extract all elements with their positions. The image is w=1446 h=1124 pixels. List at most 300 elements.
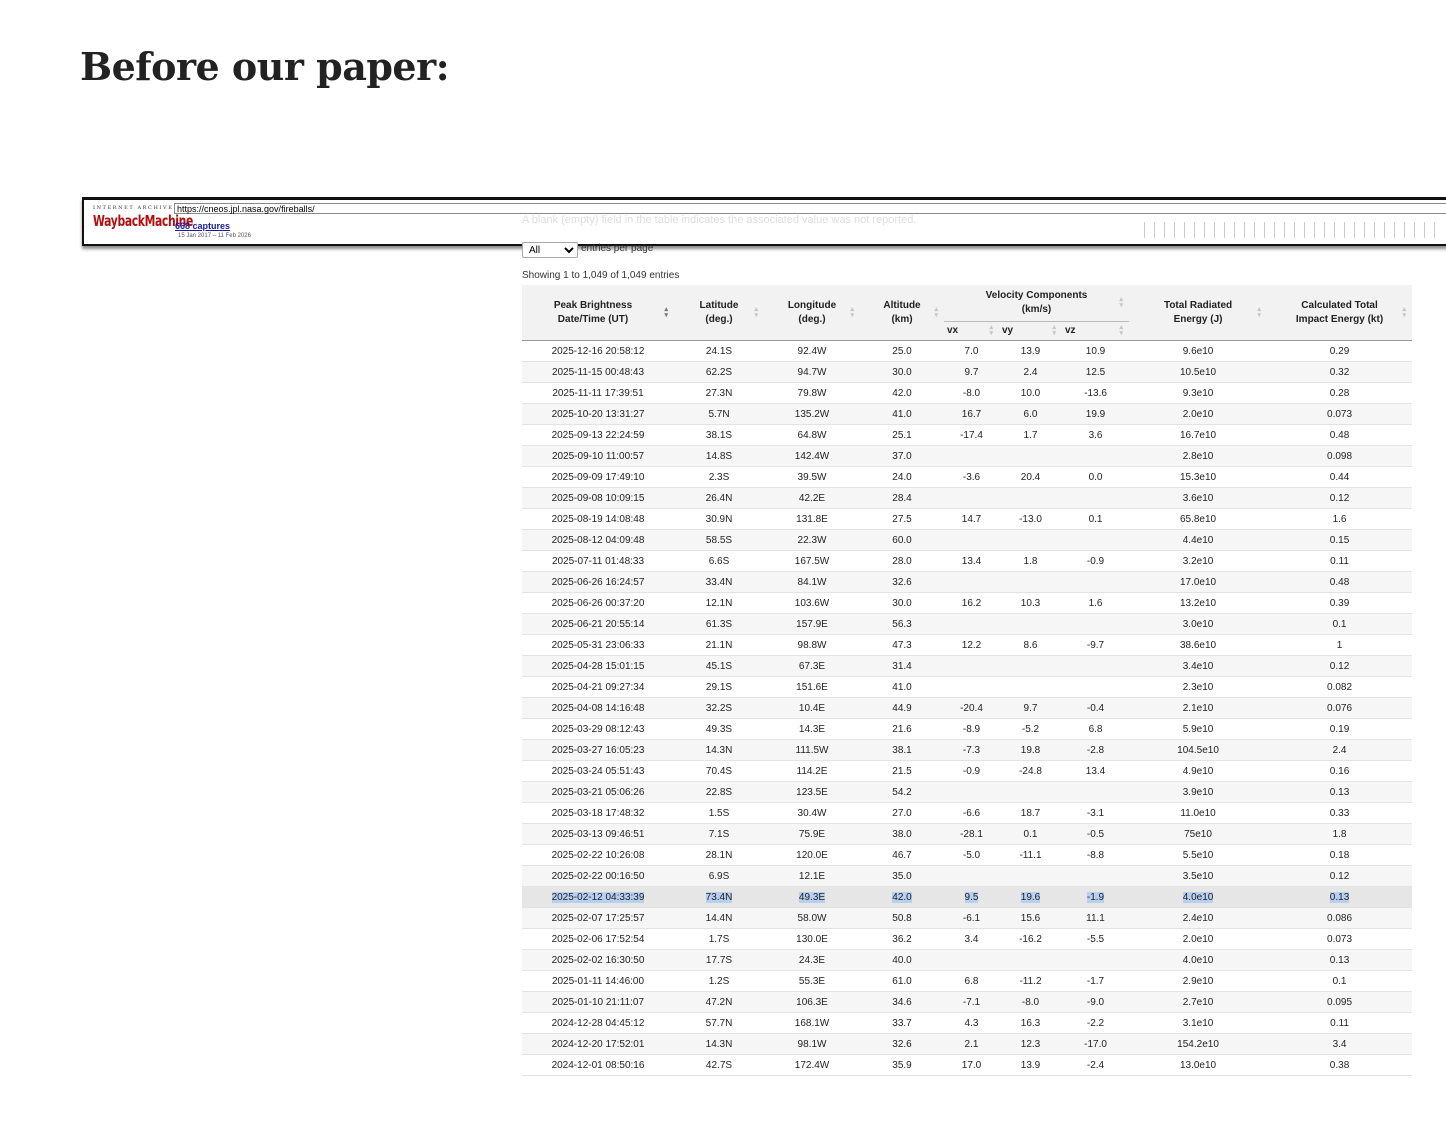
- cell-value: 1.8: [1332, 828, 1347, 840]
- cell-value: 61.3S: [705, 618, 733, 630]
- cell-impact-energy: [1267, 572, 1412, 593]
- cell-vx: [944, 971, 999, 992]
- cell-latitude: [674, 803, 764, 824]
- cell-value: 120.0E: [796, 849, 828, 861]
- cell-vy: [999, 530, 1062, 551]
- cell-value: 0.18: [1329, 849, 1350, 861]
- cell-value: -2.4: [1086, 1059, 1105, 1071]
- cell-value: 2025-02-06 17:52:54: [551, 933, 645, 945]
- cell-radiated-energy: [1129, 845, 1267, 866]
- table-row[interactable]: [522, 656, 1412, 677]
- cell-value: 94.7W: [797, 366, 827, 378]
- cell-longitude: [764, 341, 860, 362]
- table-row[interactable]: [522, 425, 1412, 446]
- cell-value: -17.4: [960, 429, 983, 441]
- cell-vz: [1062, 1055, 1129, 1076]
- cell-radiated-energy: [1129, 383, 1267, 404]
- cell-altitude: [860, 1034, 944, 1055]
- cell-value: 3.4: [1332, 1038, 1347, 1050]
- cell-vx: [944, 929, 999, 950]
- cell-value: 2.1e10: [1182, 702, 1214, 714]
- cell-datetime: [522, 362, 674, 383]
- cell-value: 9.3e10: [1182, 387, 1214, 399]
- cell-value: 62.2S: [705, 366, 733, 378]
- cell-value: -8.9: [962, 723, 981, 735]
- cell-impact-energy: [1267, 908, 1412, 929]
- cell-value: 33.7: [892, 1017, 912, 1029]
- cell-altitude: [860, 530, 944, 551]
- cell-value: 10.3: [1020, 597, 1041, 609]
- cell-value: -8.0: [1021, 996, 1040, 1008]
- cell-impact-energy: [1267, 866, 1412, 887]
- cell-value: 46.7: [892, 849, 912, 861]
- cell-value: 0.32: [1329, 366, 1350, 378]
- cell-value: 2025-06-26 00:37:20: [551, 597, 645, 609]
- cell-value: 31.4: [892, 660, 912, 672]
- cell-datetime: [522, 950, 674, 971]
- cell-datetime: [522, 383, 674, 404]
- cell-value: 18.7: [1020, 807, 1041, 819]
- cell-value: 35.9: [892, 1059, 912, 1071]
- cell-longitude: [764, 887, 860, 908]
- cell-longitude: [764, 404, 860, 425]
- cell-altitude: [860, 341, 944, 362]
- cell-value: -8.0: [962, 387, 981, 399]
- cell-radiated-energy: [1129, 341, 1267, 362]
- cell-value: -2.2: [1086, 1017, 1105, 1029]
- cell-altitude: [860, 992, 944, 1013]
- cell-vx: [944, 740, 999, 761]
- cell-radiated-energy: [1129, 551, 1267, 572]
- cell-value: 2.0e10: [1182, 933, 1214, 945]
- cell-vx: [944, 551, 999, 572]
- cell-altitude: [860, 824, 944, 845]
- page-title: Before our paper:: [80, 44, 450, 89]
- table-row[interactable]: [522, 698, 1412, 719]
- cell-longitude: [764, 698, 860, 719]
- cell-datetime: [522, 887, 674, 908]
- cell-value: 6.8: [964, 975, 979, 987]
- table-row[interactable]: [522, 467, 1412, 488]
- cell-value: 2025-04-21 09:27:34: [551, 681, 645, 693]
- cell-radiated-energy: [1129, 488, 1267, 509]
- table-row[interactable]: [522, 803, 1412, 824]
- cell-radiated-energy: [1129, 929, 1267, 950]
- table-row[interactable]: [522, 404, 1412, 425]
- cell-vz: [1062, 908, 1129, 929]
- cell-vy: [999, 698, 1062, 719]
- cell-value: 0.1: [1332, 975, 1347, 987]
- table-row[interactable]: [522, 929, 1412, 950]
- table-row[interactable]: [522, 824, 1412, 845]
- cell-value: -3.1: [1086, 807, 1105, 819]
- cell-radiated-energy: [1129, 698, 1267, 719]
- capture-sparkline[interactable]: [1144, 222, 1435, 238]
- col-header-altitude[interactable]: Altitude (km) ▴ ▾: [860, 285, 944, 341]
- cell-radiated-energy: [1129, 467, 1267, 488]
- cell-value: 157.9E: [796, 618, 828, 630]
- cell-value: 2025-11-11 17:39:51: [552, 387, 644, 399]
- cell-vz: [1062, 698, 1129, 719]
- cell-datetime: [522, 740, 674, 761]
- cell-vz: [1062, 341, 1129, 362]
- cell-datetime: [522, 614, 674, 635]
- captures-link[interactable]: 668 captures: [175, 221, 231, 231]
- cell-value: 10.0: [1020, 387, 1041, 399]
- cell-value: 10.5e10: [1179, 366, 1217, 378]
- cell-value: 2025-05-31 23:06:33: [551, 639, 645, 651]
- cell-value: -5.0: [962, 849, 981, 861]
- cell-value: 2025-09-08 10:09:15: [551, 492, 645, 504]
- cell-value: 0.13: [1329, 891, 1350, 903]
- cell-value: -16.2: [1019, 933, 1042, 945]
- cell-value: 2025-03-27 16:05:23: [551, 744, 645, 756]
- cell-longitude: [764, 383, 860, 404]
- cell-value: 2.3e10: [1182, 681, 1214, 693]
- table-row[interactable]: [522, 866, 1412, 887]
- cell-vz: [1062, 551, 1129, 572]
- cell-vx: [944, 488, 999, 509]
- table-row[interactable]: [522, 845, 1412, 866]
- cell-vx: [944, 509, 999, 530]
- cell-vz: [1062, 362, 1129, 383]
- cell-radiated-energy: [1129, 992, 1267, 1013]
- table-row[interactable]: [522, 719, 1412, 740]
- table-row[interactable]: [522, 782, 1412, 803]
- cell-value: 4.4e10: [1182, 534, 1214, 546]
- cell-radiated-energy: [1129, 803, 1267, 824]
- cell-value: 2.4: [1332, 744, 1347, 756]
- cell-vx: [944, 677, 999, 698]
- cell-value: 111.5W: [795, 744, 829, 756]
- cell-vz: [1062, 509, 1129, 530]
- table-row[interactable]: [522, 614, 1412, 635]
- table-row[interactable]: [522, 740, 1412, 761]
- table-row[interactable]: [522, 362, 1412, 383]
- cell-latitude: [674, 1055, 764, 1076]
- cell-vx: [944, 908, 999, 929]
- cell-datetime: [522, 719, 674, 740]
- cell-vx: [944, 530, 999, 551]
- cell-vx: [944, 614, 999, 635]
- cell-latitude: [674, 341, 764, 362]
- cell-value: 0.11: [1330, 555, 1349, 567]
- cell-value: 1.6: [1332, 513, 1347, 525]
- cell-value: 3.4e10: [1182, 660, 1214, 672]
- table-row[interactable]: [522, 887, 1412, 908]
- cell-altitude: [860, 383, 944, 404]
- cell-impact-energy: [1267, 677, 1412, 698]
- cell-value: -20.4: [960, 702, 983, 714]
- cell-value: 3.2e10: [1182, 555, 1214, 567]
- cell-value: 135.2W: [794, 408, 830, 420]
- cell-altitude: [860, 446, 944, 467]
- cell-datetime: [522, 1034, 674, 1055]
- cell-impact-energy: [1267, 593, 1412, 614]
- cell-value: 24.3E: [798, 954, 826, 966]
- cell-value: -1.7: [1086, 975, 1105, 987]
- cell-value: 24.1S: [705, 345, 733, 357]
- cell-latitude: [674, 446, 764, 467]
- cell-impact-energy: [1267, 446, 1412, 467]
- cell-value: 49.3S: [705, 723, 733, 735]
- cell-value: 33.4N: [705, 576, 733, 588]
- cell-longitude: [764, 782, 860, 803]
- table-row[interactable]: [522, 572, 1412, 593]
- cell-vy: [999, 572, 1062, 593]
- table-row[interactable]: [522, 1055, 1412, 1076]
- cell-value: 28.0: [892, 555, 912, 567]
- cell-datetime: [522, 803, 674, 824]
- cell-vz: [1062, 593, 1129, 614]
- cell-value: 2025-01-11 14:46:00: [551, 975, 645, 987]
- table-row[interactable]: [522, 992, 1412, 1013]
- cell-value: 2025-02-22 00:16:50: [551, 870, 645, 882]
- cell-vx: [944, 719, 999, 740]
- cell-vy: [999, 803, 1062, 824]
- cell-vz: [1062, 824, 1129, 845]
- table-row[interactable]: [522, 950, 1412, 971]
- cell-latitude: [674, 866, 764, 887]
- table-row[interactable]: [522, 761, 1412, 782]
- cell-vx: [944, 467, 999, 488]
- fireball-table: [522, 285, 1412, 1076]
- cell-vz: [1062, 719, 1129, 740]
- cell-value: -1.9: [1086, 891, 1105, 903]
- entries-per-page-select[interactable]: [522, 242, 578, 258]
- cell-value: 10.9: [1085, 345, 1106, 357]
- wayback-machine-wordmark: WaybackMachine: [93, 212, 193, 230]
- cell-latitude: [674, 551, 764, 572]
- cell-value: -28.1: [960, 828, 983, 840]
- cell-datetime: [522, 488, 674, 509]
- cell-vx: [944, 383, 999, 404]
- cell-value: 42.0: [892, 891, 912, 903]
- cell-vy: [999, 1055, 1062, 1076]
- cell-vy: [999, 1013, 1062, 1034]
- cell-value: 4.3: [964, 1017, 979, 1029]
- cell-value: -7.1: [962, 996, 981, 1008]
- cell-altitude: [860, 635, 944, 656]
- cell-latitude: [674, 362, 764, 383]
- cell-value: 12.1N: [705, 597, 733, 609]
- cell-value: 0.19: [1329, 723, 1350, 735]
- cell-value: -0.4: [1086, 702, 1105, 714]
- cell-value: 21.5: [892, 765, 912, 777]
- cell-value: 123.5E: [796, 786, 828, 798]
- cell-vy: [999, 866, 1062, 887]
- cell-value: 16.7e10: [1179, 429, 1217, 441]
- cell-value: 167.5W: [794, 555, 830, 567]
- cell-altitude: [860, 845, 944, 866]
- cell-impact-energy: [1267, 341, 1412, 362]
- cell-datetime: [522, 866, 674, 887]
- cell-value: 13.2e10: [1179, 597, 1217, 609]
- cell-vy: [999, 929, 1062, 950]
- table-row[interactable]: [522, 635, 1412, 656]
- col-header-longitude[interactable]: Longitude (deg.) ▴ ▾: [764, 285, 860, 341]
- cell-impact-energy: [1267, 635, 1412, 656]
- col-header-latitude[interactable]: Latitude (deg.) ▴ ▾: [674, 285, 764, 341]
- cell-vx: [944, 1013, 999, 1034]
- wayback-url-input[interactable]: https://cneos.jpl.nasa.gov/fireballs/: [174, 203, 1446, 214]
- cell-radiated-energy: [1129, 761, 1267, 782]
- table-row[interactable]: [522, 908, 1412, 929]
- cell-latitude: [674, 992, 764, 1013]
- cell-altitude: [860, 719, 944, 740]
- table-row[interactable]: [522, 509, 1412, 530]
- cell-value: 32.6: [892, 576, 912, 588]
- cell-vx: [944, 1055, 999, 1076]
- cell-vy: [999, 719, 1062, 740]
- cell-altitude: [860, 467, 944, 488]
- cell-value: 79.8W: [797, 387, 827, 399]
- cell-vy: [999, 593, 1062, 614]
- cell-altitude: [860, 677, 944, 698]
- cell-value: 142.4W: [794, 450, 830, 462]
- cell-vz: [1062, 614, 1129, 635]
- cell-vx: [944, 824, 999, 845]
- cell-vx: [944, 782, 999, 803]
- cell-datetime: [522, 908, 674, 929]
- table-row[interactable]: [522, 446, 1412, 467]
- cell-datetime: [522, 509, 674, 530]
- cell-value: -11.2: [1019, 975, 1042, 987]
- table-row[interactable]: [522, 1034, 1412, 1055]
- cell-radiated-energy: [1129, 908, 1267, 929]
- table-row[interactable]: [522, 383, 1412, 404]
- cell-value: 7.1S: [708, 828, 730, 840]
- cell-altitude: [860, 404, 944, 425]
- cell-value: 2025-04-08 14:16:48: [551, 702, 645, 714]
- cell-impact-energy: [1267, 950, 1412, 971]
- cell-datetime: [522, 782, 674, 803]
- cell-vy: [999, 677, 1062, 698]
- cell-value: 13.9: [1020, 1059, 1041, 1071]
- cell-vx: [944, 1034, 999, 1055]
- cell-value: 104.5e10: [1177, 744, 1219, 756]
- cell-datetime: [522, 341, 674, 362]
- cell-vy: [999, 761, 1062, 782]
- cell-value: -13.0: [1019, 513, 1042, 525]
- cell-datetime: [522, 824, 674, 845]
- cell-value: 0.12: [1329, 660, 1350, 672]
- table-row[interactable]: [522, 341, 1412, 362]
- cell-latitude: [674, 887, 764, 908]
- cell-latitude: [674, 572, 764, 593]
- cell-longitude: [764, 908, 860, 929]
- table-row[interactable]: [522, 488, 1412, 509]
- cell-vy: [999, 950, 1062, 971]
- cell-radiated-energy: [1129, 614, 1267, 635]
- cell-value: 2025-02-02 16:30:50: [551, 954, 645, 966]
- cell-vy: [999, 467, 1062, 488]
- col-header-radiated-energy[interactable]: Total Radiated Energy (J) ▴ ▾: [1129, 285, 1267, 341]
- table-row[interactable]: [522, 1013, 1412, 1034]
- col-header-velocity-components[interactable]: Velocity Components (km/s) ▴ ▾: [944, 285, 1129, 322]
- table-row[interactable]: [522, 551, 1412, 572]
- cell-value: 13.4: [1085, 765, 1106, 777]
- cell-altitude: [860, 887, 944, 908]
- cell-value: 64.8W: [797, 429, 827, 441]
- cell-value: 4.9e10: [1182, 765, 1214, 777]
- cell-value: 30.0: [892, 597, 912, 609]
- cell-value: 42.0: [892, 387, 912, 399]
- cell-value: -6.6: [962, 807, 981, 819]
- cell-vx: [944, 887, 999, 908]
- cell-latitude: [674, 614, 764, 635]
- cell-value: -17.0: [1084, 1038, 1107, 1050]
- cell-vy: [999, 992, 1062, 1013]
- cell-impact-energy: [1267, 719, 1412, 740]
- cell-altitude: [860, 614, 944, 635]
- cell-value: 34.6: [892, 996, 912, 1008]
- table-row[interactable]: [522, 530, 1412, 551]
- cell-value: 40.0: [892, 954, 912, 966]
- cell-value: 2025-02-07 17:25:57: [551, 912, 645, 924]
- cell-vz: [1062, 887, 1129, 908]
- internet-archive-label: INTERNET ARCHIVE: [93, 205, 174, 211]
- cell-latitude: [674, 950, 764, 971]
- cell-value: 22.3W: [797, 534, 827, 546]
- cell-altitude: [860, 1013, 944, 1034]
- cell-value: -3.6: [962, 471, 981, 483]
- table-row[interactable]: [522, 677, 1412, 698]
- cell-value: 1: [1336, 639, 1343, 651]
- cell-value: 2025-09-10 11:00:57: [551, 450, 645, 462]
- cell-value: 38.6e10: [1179, 639, 1217, 651]
- cell-altitude: [860, 908, 944, 929]
- cell-datetime: [522, 530, 674, 551]
- cell-value: 84.1W: [797, 576, 827, 588]
- cell-value: -2.8: [1086, 744, 1105, 756]
- cell-altitude: [860, 509, 944, 530]
- col-header-vz[interactable]: vz ▴ ▾: [1062, 322, 1129, 341]
- cell-value: -9.7: [1086, 639, 1105, 651]
- cell-impact-energy: [1267, 761, 1412, 782]
- cell-vz: [1062, 404, 1129, 425]
- cell-value: 36.2: [892, 933, 912, 945]
- cell-value: 6.6S: [708, 555, 730, 567]
- col-header-vx[interactable]: vx ▴ ▾: [944, 322, 999, 341]
- cell-value: -5.2: [1021, 723, 1040, 735]
- col-header-datetime[interactable]: Peak Brightness Date/Time (UT) ▴ ▾: [522, 285, 674, 341]
- cell-value: 0.1: [1023, 828, 1038, 840]
- cell-vy: [999, 887, 1062, 908]
- col-header-vy[interactable]: vy ▴ ▾: [999, 322, 1062, 341]
- cell-value: 17.7S: [705, 954, 733, 966]
- cell-value: 75e10: [1184, 828, 1212, 840]
- cell-vx: [944, 761, 999, 782]
- col-header-impact-energy[interactable]: Calculated Total Impact Energy (kt) ▴ ▾: [1267, 285, 1412, 341]
- cell-value: 6.9S: [708, 870, 730, 882]
- cell-vy: [999, 908, 1062, 929]
- table-row[interactable]: [522, 971, 1412, 992]
- cell-vx: [944, 341, 999, 362]
- cell-value: 21.6: [892, 723, 912, 735]
- cell-value: 2024-12-20 17:52:01: [551, 1038, 645, 1050]
- cell-vz: [1062, 383, 1129, 404]
- table-row[interactable]: [522, 593, 1412, 614]
- wayback-logo[interactable]: [93, 205, 193, 237]
- cell-value: 114.2E: [796, 765, 828, 777]
- cell-latitude: [674, 1034, 764, 1055]
- cell-value: 2025-12-16 20:58:12: [551, 345, 645, 357]
- cell-radiated-energy: [1129, 593, 1267, 614]
- cell-altitude: [860, 488, 944, 509]
- cell-vx: [944, 866, 999, 887]
- cell-vy: [999, 488, 1062, 509]
